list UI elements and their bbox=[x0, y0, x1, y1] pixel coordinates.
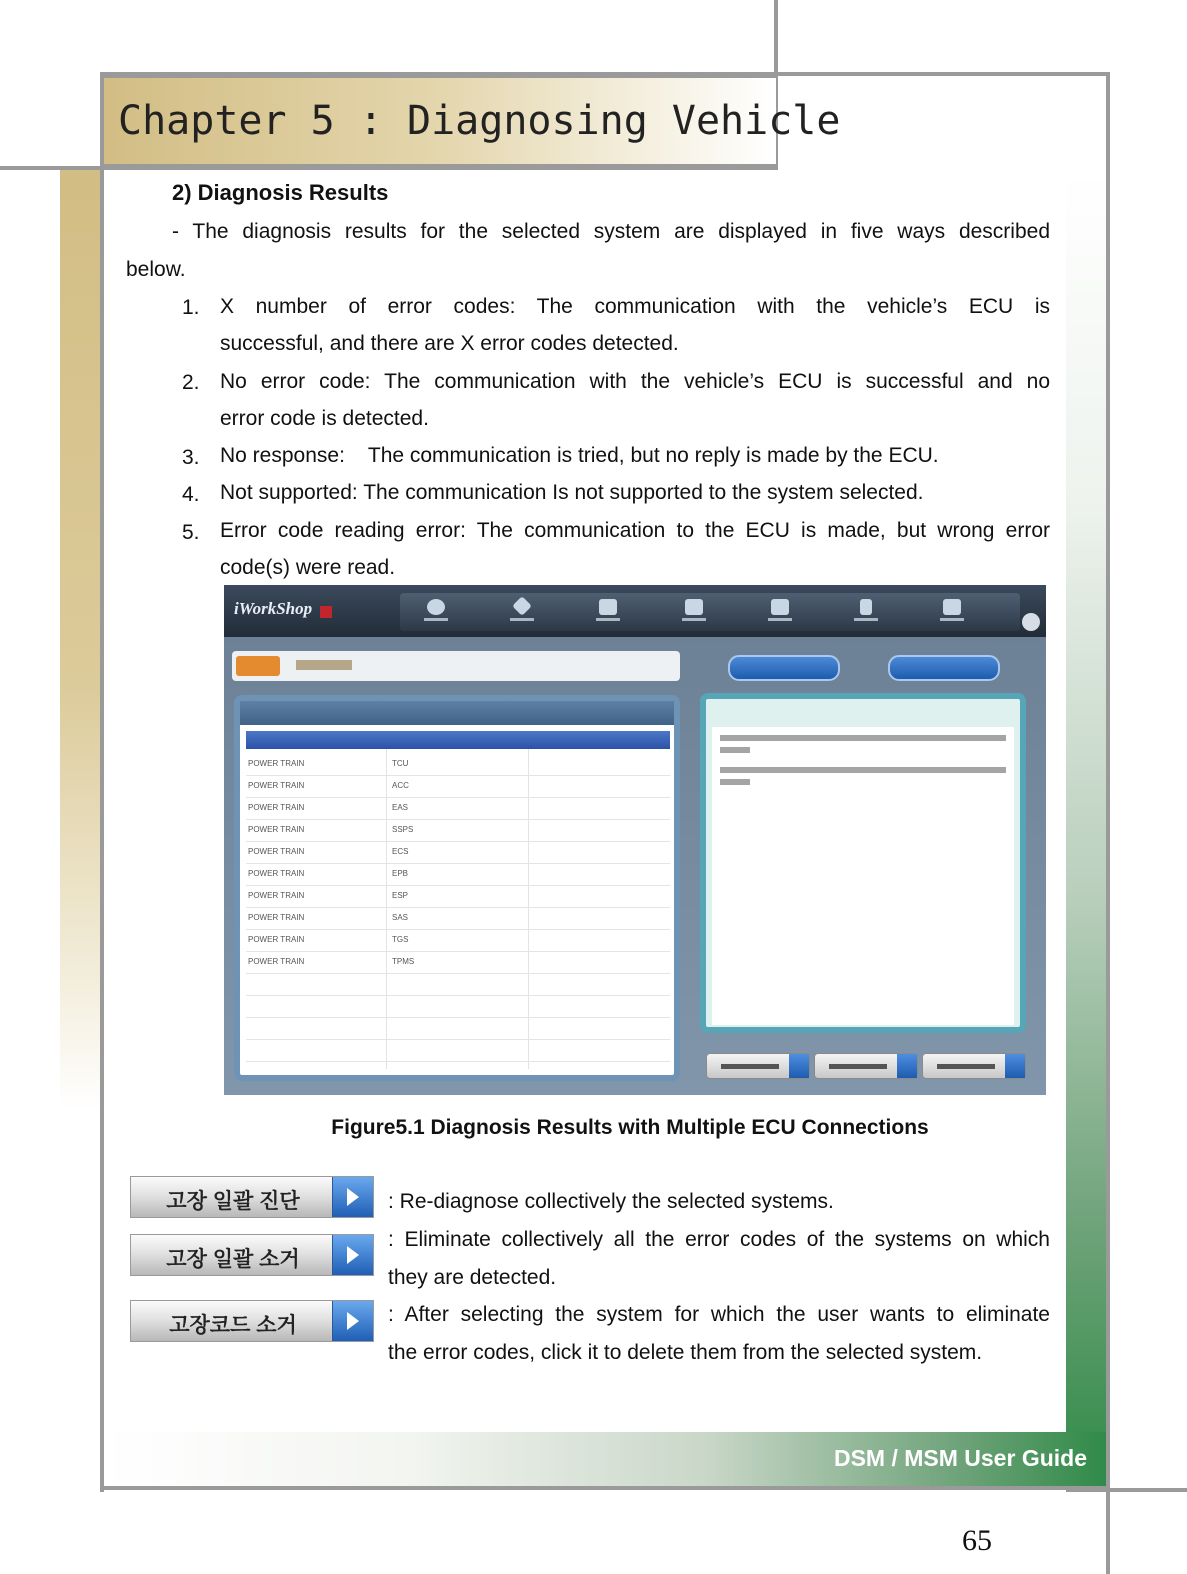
frame-line-bottom-right bbox=[1066, 1488, 1187, 1492]
app-nav bbox=[400, 593, 1020, 631]
diagnosis-screenshot bbox=[224, 585, 1046, 1095]
table-row bbox=[246, 995, 670, 1018]
list-num-3: 3. bbox=[182, 446, 200, 469]
table-row[interactable] bbox=[246, 907, 670, 930]
nav-settings-icon[interactable] bbox=[922, 597, 982, 627]
breadcrumb bbox=[232, 651, 680, 681]
frame-line-left bbox=[100, 72, 104, 1492]
app-topbar bbox=[224, 585, 1046, 637]
logo-badge bbox=[320, 606, 332, 618]
back-button[interactable] bbox=[888, 655, 1000, 681]
row-subsystem: ACC bbox=[392, 781, 409, 790]
button-desc-3-line2: the error codes, click it to delete them from the selected system. bbox=[388, 1341, 983, 1364]
intro-line-2: below. bbox=[126, 258, 186, 281]
app-logo: iWorkShop bbox=[234, 599, 313, 618]
row-subsystem: ESP bbox=[392, 891, 409, 900]
nav-diamond-icon[interactable] bbox=[492, 597, 552, 627]
system-list-column-header bbox=[246, 731, 670, 749]
table-row[interactable] bbox=[246, 841, 670, 864]
diagnosis-detail-text bbox=[712, 727, 1014, 1025]
table-row bbox=[246, 973, 670, 996]
row-system: POWER TRAIN bbox=[248, 847, 305, 856]
row-subsystem: EAS bbox=[392, 803, 409, 812]
system-list-panel bbox=[234, 695, 680, 1081]
nav-device-icon[interactable] bbox=[664, 597, 724, 627]
table-row[interactable] bbox=[246, 863, 670, 886]
list-item-3-line1: No response: The communication is tried, but no reply is made by the ECU. bbox=[220, 444, 939, 467]
row-system: POWER TRAIN bbox=[248, 825, 305, 834]
system-list-header bbox=[240, 701, 674, 725]
intro-line-1: - The diagnosis results for the selected system are displayed in five ways described bbox=[172, 220, 1050, 243]
button-desc-3-line1: : After selecting the system for which the user wants to eliminate bbox=[388, 1303, 1050, 1326]
table-row[interactable] bbox=[246, 951, 670, 974]
list-item-2-line1: No error code: The communication with the vehicle’s ECU is successful and no bbox=[220, 370, 1050, 393]
button-desc-2-line2: they are detected. bbox=[388, 1266, 557, 1289]
row-system: POWER TRAIN bbox=[248, 957, 305, 966]
batch-diagnose-button[interactable] bbox=[706, 1053, 810, 1079]
table-row[interactable] bbox=[246, 797, 670, 820]
list-num-1: 1. bbox=[182, 296, 200, 319]
section-heading: 2) Diagnosis Results bbox=[172, 180, 389, 205]
breadcrumb-text bbox=[296, 660, 352, 670]
button-desc-1: : Re-diagnose collectively the selected systems. bbox=[388, 1190, 834, 1213]
list-item-1-line2: successful, and there are X error codes detected. bbox=[220, 332, 679, 355]
arrow-right-icon bbox=[332, 1177, 373, 1217]
list-item-2-line2: error code is detected. bbox=[220, 407, 429, 430]
table-row bbox=[246, 1039, 670, 1062]
batch-diagnose-button[interactable] bbox=[130, 1176, 374, 1218]
chapter-title: Chapter 5 : Diagnosing Vehicle bbox=[118, 98, 841, 144]
row-system: POWER TRAIN bbox=[248, 803, 305, 812]
list-num-5: 5. bbox=[182, 521, 200, 544]
table-row[interactable] bbox=[246, 775, 670, 798]
clear-code-button[interactable] bbox=[922, 1053, 1026, 1079]
table-row[interactable] bbox=[246, 885, 670, 908]
row-subsystem: SSPS bbox=[392, 825, 414, 834]
button-label: 고장 일괄 소거 bbox=[166, 1248, 300, 1271]
list-item-5-line2: code(s) were read. bbox=[220, 556, 396, 579]
button-label: 고장코드 소거 bbox=[169, 1314, 297, 1337]
table-row bbox=[246, 1017, 670, 1040]
clear-code-button[interactable] bbox=[130, 1300, 374, 1342]
arrow-right-icon bbox=[332, 1301, 373, 1341]
row-subsystem: EPB bbox=[392, 869, 409, 878]
list-item-1-line1: X number of error codes: The communication with the vehicle’s ECU is bbox=[220, 295, 1050, 318]
frame-line-right bbox=[1106, 72, 1110, 1574]
nav-network-icon[interactable] bbox=[750, 597, 810, 627]
list-item-5-line1: Error code reading error: The communication to the ECU is made, but wrong error bbox=[220, 519, 1050, 542]
row-subsystem: TPMS bbox=[392, 957, 415, 966]
batch-clear-button[interactable] bbox=[814, 1053, 918, 1079]
nav-document-icon[interactable] bbox=[836, 597, 896, 627]
nav-monitor-icon[interactable] bbox=[578, 597, 638, 627]
row-system: POWER TRAIN bbox=[248, 869, 305, 878]
arrow-right-icon bbox=[332, 1235, 373, 1275]
list-num-4: 4. bbox=[182, 483, 200, 506]
row-subsystem: SAS bbox=[392, 913, 409, 922]
button-desc-2-line1: : Eliminate collectively all the error codes of the systems on which bbox=[388, 1228, 1050, 1251]
table-row[interactable] bbox=[246, 753, 670, 776]
table-row[interactable] bbox=[246, 819, 670, 842]
home-button[interactable] bbox=[236, 656, 280, 676]
gold-side-band bbox=[60, 170, 104, 1110]
row-system: POWER TRAIN bbox=[248, 759, 305, 768]
nav-search-icon[interactable] bbox=[406, 597, 466, 627]
row-subsystem: ECS bbox=[392, 847, 409, 856]
figure-caption: Figure5.1 Diagnosis Results with Multiple ECU Connections bbox=[331, 1116, 929, 1139]
frame-line-bottom bbox=[100, 1486, 1110, 1490]
batch-clear-button[interactable] bbox=[130, 1234, 374, 1276]
row-system: POWER TRAIN bbox=[248, 935, 305, 944]
row-system: POWER TRAIN bbox=[248, 891, 305, 900]
globe-icon[interactable] bbox=[1022, 613, 1040, 631]
button-label: 고장 일괄 진단 bbox=[166, 1190, 300, 1213]
diagnosis-detail-panel bbox=[700, 693, 1026, 1033]
list-item-4-line1: Not supported: The communication Is not supported to the system selected. bbox=[220, 481, 924, 504]
system-search-button[interactable] bbox=[728, 655, 840, 681]
row-system: POWER TRAIN bbox=[248, 913, 305, 922]
row-subsystem: TCU bbox=[392, 759, 409, 768]
row-system: POWER TRAIN bbox=[248, 781, 305, 790]
list-num-2: 2. bbox=[182, 371, 200, 394]
row-subsystem: TGS bbox=[392, 935, 409, 944]
green-side-band bbox=[1066, 170, 1108, 1488]
guide-title: DSM / MSM User Guide bbox=[833, 1445, 1087, 1471]
table-row[interactable] bbox=[246, 929, 670, 952]
page-number: 65 bbox=[962, 1524, 992, 1557]
